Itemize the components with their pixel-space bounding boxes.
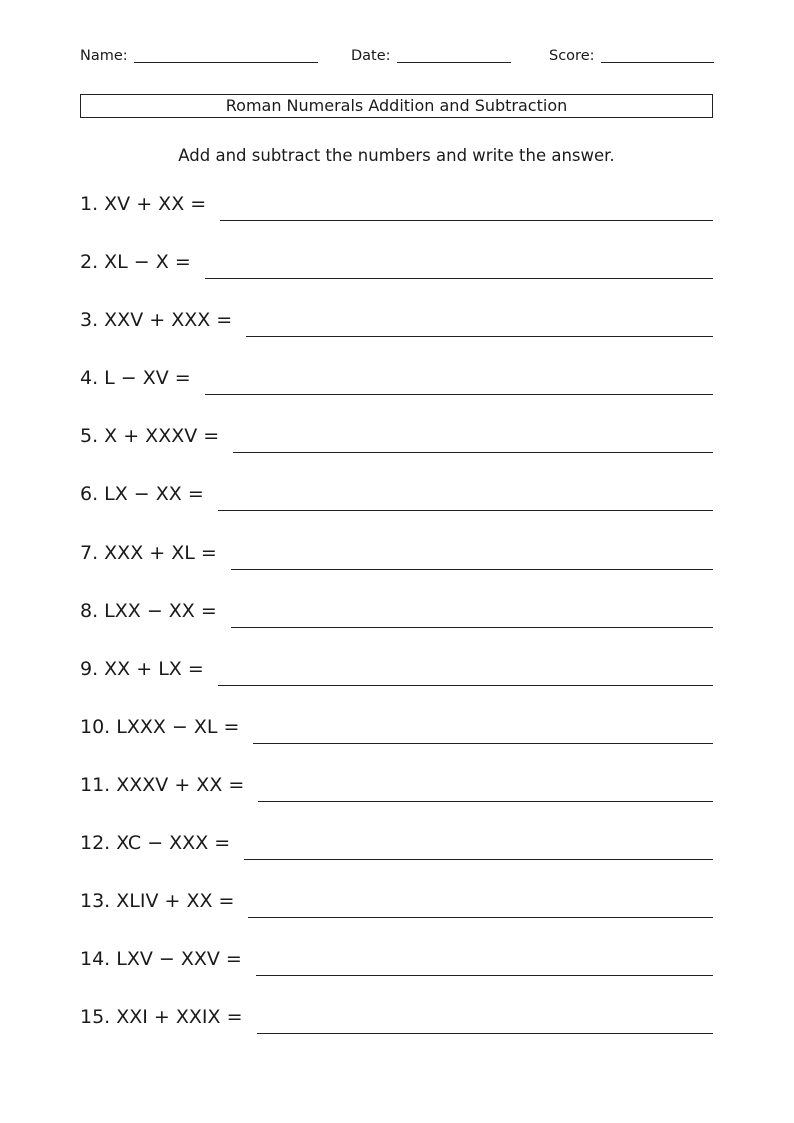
problem-question: 15. XXI + XXIX = bbox=[80, 1006, 243, 1029]
problem-question: 6. LX − XX = bbox=[80, 483, 204, 506]
answer-line[interactable] bbox=[246, 304, 713, 337]
name-blank[interactable] bbox=[134, 46, 318, 63]
answer-line[interactable] bbox=[257, 1001, 713, 1034]
score-field[interactable] bbox=[549, 46, 714, 65]
worksheet-title: Roman Numerals Addition and Subtraction bbox=[80, 94, 713, 118]
name-field[interactable] bbox=[80, 46, 318, 65]
problem-item bbox=[80, 188, 713, 246]
problem-item bbox=[80, 653, 713, 711]
problem-question: 12. XC − XXX = bbox=[80, 832, 231, 855]
problem-question: 3. XXV + XXX = bbox=[80, 309, 233, 332]
problem-item bbox=[80, 885, 713, 943]
problem-question: 5. X + XXXV = bbox=[80, 425, 220, 448]
instructions-text: Add and subtract the numbers and write the answer. bbox=[178, 146, 615, 165]
answer-line[interactable] bbox=[231, 595, 713, 628]
problem-question: 2. XL − X = bbox=[80, 251, 191, 274]
problem-question: 7. XXX + XL = bbox=[80, 541, 217, 564]
problem-question: 14. LXV − XXV = bbox=[80, 948, 242, 971]
problem-question: 13. XLIV + XX = bbox=[80, 890, 235, 913]
problem-item bbox=[80, 246, 713, 304]
problem-question: 8. LXX − XX = bbox=[80, 599, 217, 622]
problem-item bbox=[80, 537, 713, 595]
problem-item bbox=[80, 711, 713, 769]
problem-item bbox=[80, 304, 713, 362]
problem-item bbox=[80, 1001, 713, 1059]
answer-line[interactable] bbox=[256, 943, 713, 976]
problem-list bbox=[80, 188, 713, 1059]
date-field[interactable] bbox=[351, 46, 511, 65]
problem-item bbox=[80, 595, 713, 653]
answer-line[interactable] bbox=[205, 362, 713, 395]
score-label: Score: bbox=[549, 48, 595, 64]
answer-line[interactable] bbox=[218, 653, 713, 686]
answer-line[interactable] bbox=[253, 711, 713, 744]
header-fields bbox=[80, 46, 713, 66]
answer-line[interactable] bbox=[258, 769, 713, 802]
problem-item bbox=[80, 420, 713, 478]
date-label: Date: bbox=[351, 48, 391, 64]
problem-item bbox=[80, 769, 713, 827]
problem-question: 9. XX + LX = bbox=[80, 657, 204, 680]
answer-line[interactable] bbox=[218, 478, 713, 511]
answer-line[interactable] bbox=[220, 188, 713, 221]
problem-item bbox=[80, 478, 713, 536]
answer-line[interactable] bbox=[248, 885, 713, 918]
problem-question: 1. XV + XX = bbox=[80, 193, 207, 215]
score-blank[interactable] bbox=[601, 46, 714, 63]
date-blank[interactable] bbox=[397, 46, 511, 63]
problem-item bbox=[80, 362, 713, 420]
problem-question: 10. LXXX − XL = bbox=[80, 715, 240, 738]
problem-question: 11. XXXV + XX = bbox=[80, 773, 245, 796]
answer-line[interactable] bbox=[233, 420, 713, 453]
problem-item bbox=[80, 827, 713, 885]
answer-line[interactable] bbox=[231, 537, 713, 570]
answer-line[interactable] bbox=[244, 827, 713, 860]
name-label: Name: bbox=[80, 48, 128, 64]
problem-question: 4. L − XV = bbox=[80, 367, 191, 390]
answer-line[interactable] bbox=[205, 246, 713, 279]
problem-item bbox=[80, 943, 713, 1001]
